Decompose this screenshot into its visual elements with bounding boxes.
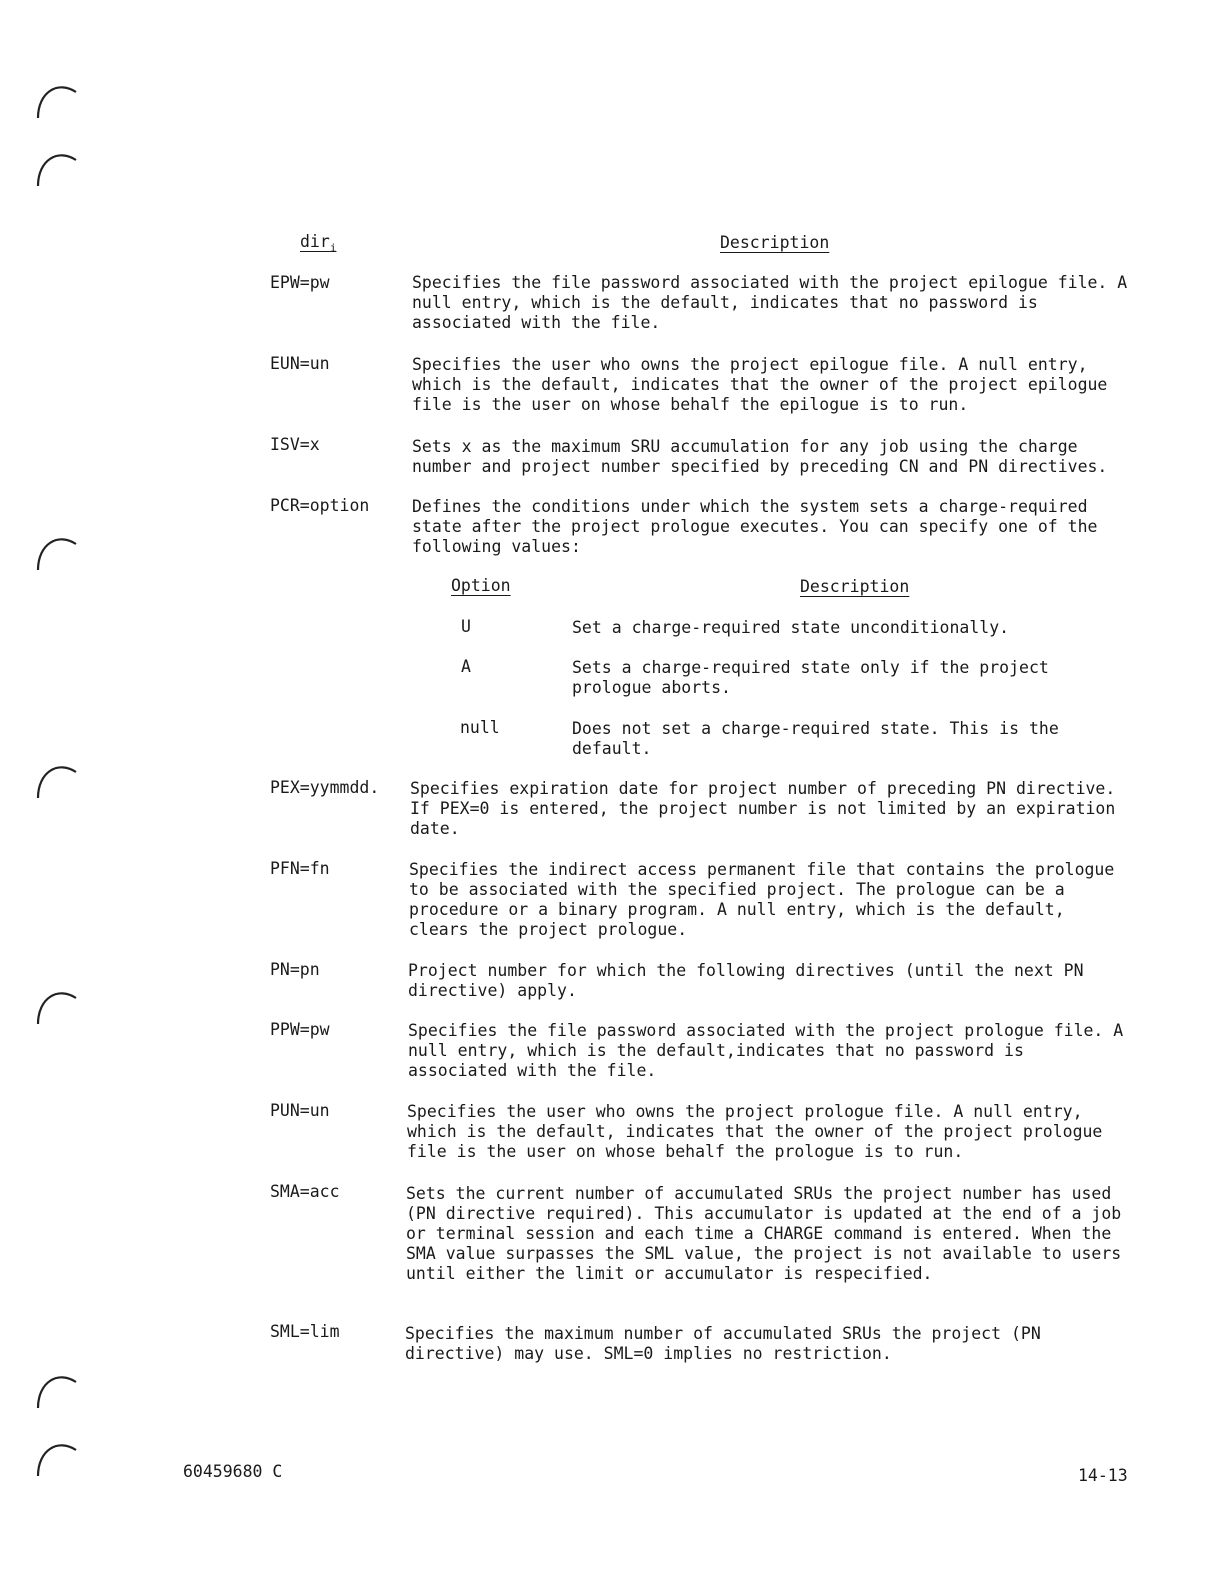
- column-header-description: Description: [720, 233, 830, 252]
- punch-hole-mark: [30, 984, 82, 1028]
- option-description: Set a charge-required state unconditionally.: [572, 618, 1010, 637]
- directive-description: Specifies the indirect access permanent file that contains the prologue to be associated with the specified project. The prologue can be a procedure or a binary program. A null entry, which is the default, clears the project prologue.: [409, 860, 1115, 939]
- directive-key: PEX=yymmdd.: [270, 778, 380, 797]
- page-number: 14-13: [1078, 1466, 1128, 1485]
- option-description: Does not set a charge-required state. This is the default.: [572, 719, 1059, 758]
- directive-key: PUN=un: [270, 1101, 330, 1120]
- punch-hole-mark: [30, 1436, 82, 1480]
- punch-hole-mark: [30, 146, 82, 190]
- punch-hole-mark: [30, 758, 82, 802]
- directive-description: Specifies the file password associated with the project prologue file. A null entry, which is the default,indicates that no password is associated with the file.: [408, 1021, 1124, 1080]
- option-key: null: [460, 718, 500, 737]
- punch-hole-mark: [30, 78, 82, 122]
- directive-key: SMA=acc: [270, 1182, 340, 1201]
- directive-description: Specifies the file password associated with the project epilogue file. A null entry, which is the default, indicates that no password is associated with the file.: [412, 273, 1128, 332]
- directive-description: Sets the current number of accumulated SRUs the project number has used (PN directive required). This accumulator is updated at the end of a job or terminal session and each time a CHARGE command is entered. When the SMA value surpasses the SML value, the project is not available to users until either the limit or accumulator is respecified.: [406, 1184, 1122, 1283]
- option-description: Sets a charge-required state only if the project prologue aborts.: [572, 658, 1049, 697]
- option-header: Option: [451, 576, 511, 595]
- option-key: A: [461, 657, 471, 676]
- directive-key: ISV=x: [270, 435, 320, 454]
- directive-key: SML=lim: [270, 1322, 340, 1341]
- directive-description: Specifies the maximum number of accumulated SRUs the project (PN directive) may use. SML=0 implies no restriction.: [405, 1324, 1041, 1363]
- directive-key: PPW=pw: [270, 1020, 330, 1039]
- header-dir-subscript: i: [329, 241, 337, 255]
- directive-description: Sets x as the maximum SRU accumulation for any job using the charge number and project number specified by preceding CN and PN directives.: [412, 437, 1108, 476]
- directive-key: PN=pn: [270, 960, 320, 979]
- punch-hole-mark: [30, 530, 82, 574]
- directive-key: EUN=un: [270, 354, 330, 373]
- directive-key: PCR=option: [270, 496, 370, 515]
- document-number: 60459680 C: [183, 1462, 283, 1481]
- directive-description: Defines the conditions under which the system sets a charge-required state after the project prologue executes. You can specify one of the following values:: [412, 497, 1098, 556]
- directive-description: Project number for which the following directives (until the next PN directive) apply.: [408, 961, 1084, 1000]
- header-dir-text: dir: [300, 232, 330, 251]
- option-key: U: [461, 617, 471, 636]
- directive-description: Specifies expiration date for project number of preceding PN directive. If PEX=0 is entered, the project number is not limited by an expiration date.: [410, 779, 1116, 838]
- directive-description: Specifies the user who owns the project prologue file. A null entry, which is the default, indicates that the owner of the project prologue file is the user on whose behalf the prologue is to run.: [407, 1102, 1103, 1161]
- column-header-dir: [300, 232, 336, 258]
- option-description-header: Description: [800, 577, 910, 596]
- punch-hole-mark: [30, 1368, 82, 1412]
- directive-description: Specifies the user who owns the project epilogue file. A null entry, which is the default, indicates that the owner of the project epilogue file is the user on whose behalf the epilogue is to run.: [412, 355, 1108, 414]
- directive-key: EPW=pw: [270, 273, 330, 292]
- directive-key: PFN=fn: [270, 859, 330, 878]
